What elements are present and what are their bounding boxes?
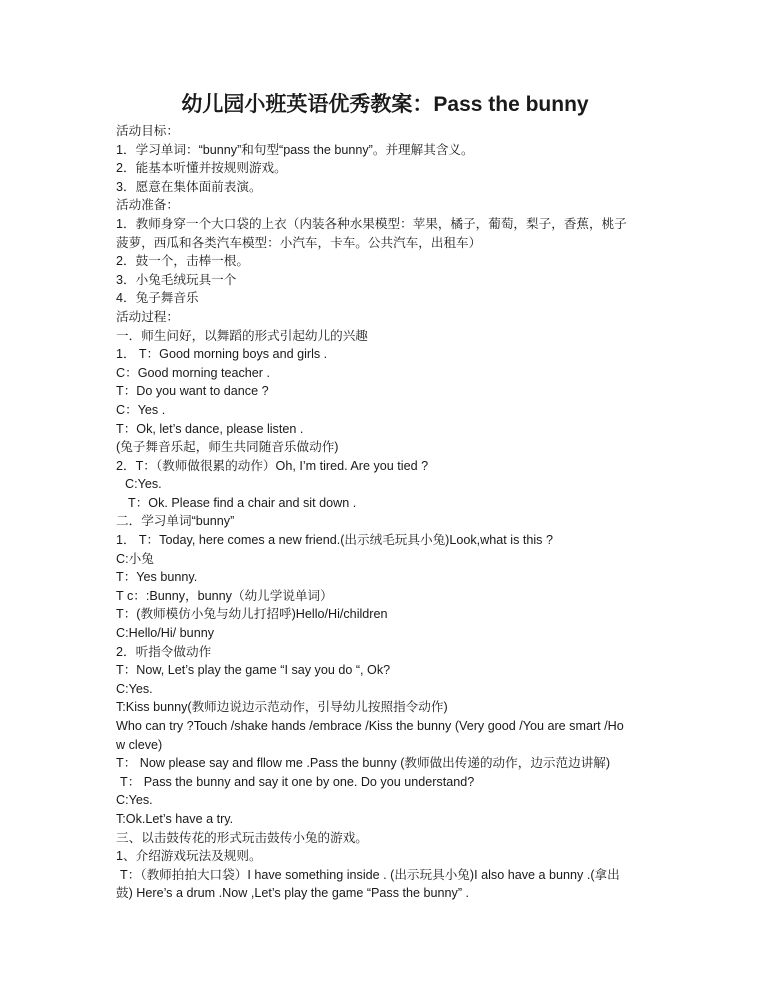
dialogue-line-cont: w cleve) bbox=[116, 737, 163, 752]
dialogue-line: T：Now, Let’s play the game “I say you do “, Ok? bbox=[116, 663, 391, 678]
process-step-1-heading: 一．师生问好，以舞蹈的形式引起幼儿的兴趣 bbox=[116, 328, 368, 343]
section-heading-goals: 活动目标： bbox=[116, 124, 179, 138]
dialogue-line-cont: 鼓) Here’s a drum .Now ,Let’s play the game “Pass the bunny” . bbox=[116, 886, 470, 901]
section-heading-process: 活动过程： bbox=[116, 309, 179, 324]
dialogue-line: C：Yes . bbox=[116, 402, 166, 417]
dialogue-line: C:Yes. bbox=[125, 477, 162, 492]
stage-direction: (兔子舞音乐起，师生共同随音乐做动作) bbox=[116, 440, 339, 455]
dialogue-line: C:Yes. bbox=[116, 793, 153, 808]
dialogue-line: C:小兔 bbox=[116, 551, 154, 566]
dialogue-line: 1． T：Today, here comes a new friend.(出示绒毛玩具小兔)Look,what is this ? bbox=[116, 533, 553, 548]
preparation-item-4: 4．兔子舞音乐 bbox=[116, 291, 199, 306]
dialogue-line: T c：:Bunny，bunny（幼儿学说单词） bbox=[116, 588, 333, 603]
goal-item-2: 2．能基本听懂并按规则游戏。 bbox=[116, 161, 287, 176]
dialogue-line: T：Do you want to dance ? bbox=[116, 384, 269, 399]
dialogue-line: 2．T：（教师做很累的动作）Oh, I’m tired. Are you tied ? bbox=[116, 458, 429, 473]
dialogue-line: T：Ok, let’s dance, please listen . bbox=[116, 421, 304, 436]
dialogue-line: C：Good morning teacher . bbox=[116, 365, 270, 380]
dialogue-line: T：(教师模仿小兔与幼儿打招呼)Hello/Hi/children bbox=[116, 607, 388, 622]
dialogue-line: C:Hello/Hi/ bunny bbox=[116, 626, 214, 641]
dialogue-line: Who can try ?Touch /shake hands /embrace /Kiss the bunny (Very good /You are smart /Ho bbox=[116, 719, 624, 733]
dialogue-line: 1． T：Good morning boys and girls . bbox=[116, 347, 328, 362]
dialogue-line: T：Ok. Please find a chair and sit down . bbox=[128, 495, 357, 510]
preparation-item-3: 3．小兔毛绒玩具一个 bbox=[116, 272, 237, 287]
substep-heading: 2．听指令做动作 bbox=[116, 644, 212, 659]
dialogue-line: T： Now please say and fllow me .Pass the bunny (教师做出传递的动作，边示范边讲解) bbox=[116, 756, 611, 771]
preparation-item-1: 1．教师身穿一个大口袋的上衣（内装各种水果模型：苹果，橘子，葡萄，梨子，香蕉，桃子 bbox=[116, 216, 627, 231]
section-heading-preparation: 活动准备： bbox=[116, 198, 179, 213]
dialogue-line: T：（教师拍拍大口袋）I have something inside . (出示玩具小兔)I also have a bunny .(拿出 bbox=[120, 867, 620, 882]
goal-item-1: 1．学习单词：“bunny”和句型“pass the bunny”。并理解其含义。 bbox=[116, 142, 474, 157]
goal-item-3: 3．愿意在集体面前表演。 bbox=[116, 179, 262, 194]
dialogue-line: T:Kiss bunny(教师边说边示范动作，引导幼儿按照指令动作) bbox=[116, 700, 448, 715]
document-title: 幼儿园小班英语优秀教案：Pass the bunny bbox=[181, 93, 589, 116]
dialogue-line: T：Yes bunny. bbox=[116, 570, 198, 585]
dialogue-line: T： Pass the bunny and say it one by one. Do you understand? bbox=[120, 774, 475, 789]
preparation-item-2: 2．鼓一个，击棒一根。 bbox=[116, 254, 249, 269]
dialogue-line: T:Ok.Let’s have a try. bbox=[116, 811, 234, 826]
preparation-item-1-cont: 菠萝，西瓜和各类汽车模型：小汽车，卡车。公共汽车，出租车） bbox=[116, 235, 482, 250]
process-step-3-heading: 三、以击鼓传花的形式玩击鼓传小兔的游戏。 bbox=[116, 830, 368, 845]
dialogue-line: C:Yes. bbox=[116, 681, 153, 696]
document-body bbox=[116, 122, 658, 903]
process-step-2-heading: 二．学习单词“bunny” bbox=[116, 514, 235, 529]
substep-heading: 1、介绍游戏玩法及规则。 bbox=[116, 849, 262, 864]
